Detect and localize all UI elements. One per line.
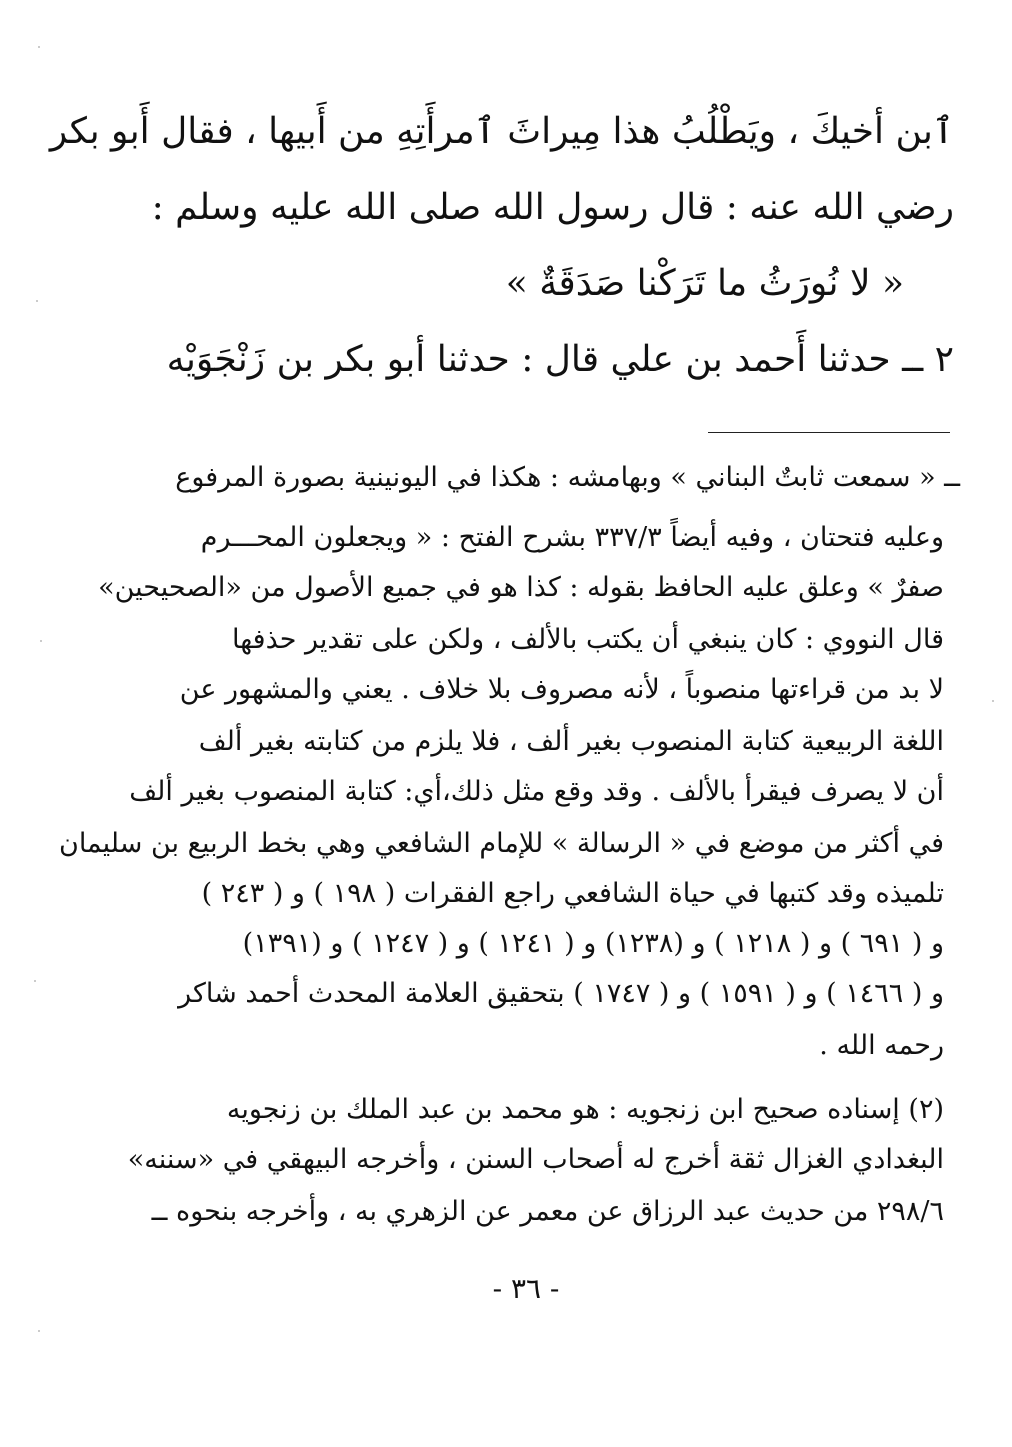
footnote-line: في أكثر من موضع في « الرسالة » للإمام الشافعي وهي بخط الربيع بن سليمان bbox=[59, 828, 944, 859]
scan-speck bbox=[38, 1330, 40, 1332]
footnote-line: البغدادي الغزال ثقة أخرج له أصحاب السنن ، وأخرجه البيهقي في «سننه» bbox=[127, 1144, 944, 1175]
main-text-line: ٱبن أخيكَ ، ويَطْلُبُ هذا مِيراثَ ٱمرأَتِهِ من أَبيها ، فقال أَبو بكر bbox=[49, 111, 954, 152]
scan-speck bbox=[992, 700, 994, 702]
scan-speck bbox=[36, 300, 38, 302]
footnote-separator bbox=[708, 432, 950, 433]
footnote-line: و ( ١٤٦٦ ) و ( ١٥٩١ ) و ( ١٧٤٧ ) بتحقيق العلامة المحدث أحمد شاكر bbox=[178, 978, 944, 1009]
footnote-line: وعليه فتحتان ، وفيه أيضاً ٣٣٧/٣ بشرح الفتح : « ويجعلون المحـــرم bbox=[200, 522, 944, 553]
main-text-line: رضي الله عنه : قال رسول الله صلى الله عليه وسلم : bbox=[151, 187, 954, 228]
footnote-line: أن لا يصرف فيقرأ بالألف . وقد وقع مثل ذلك،أي: كتابة المنصوب بغير ألف bbox=[129, 776, 944, 807]
scan-speck bbox=[34, 980, 36, 982]
main-text-line: ٢ ــ حدثنا أَحمد بن علي قال : حدثنا أبو بكر بن زَنْجَوَيْه bbox=[166, 339, 954, 380]
footnote-line: لا بد من قراءتها منصوباً ، لأنه مصروف بلا خلاف . يعني والمشهور عن bbox=[179, 674, 944, 705]
footnote-line: و ( ٦٩١ ) و ( ١٢١٨ ) و (١٢٣٨) و ( ١٢٤١ ) و ( ١٢٤٧ ) و (١٣٩١) bbox=[242, 928, 944, 959]
footnote-line: صفرٌ » وعلق عليه الحافظ بقوله : كذا هو في جميع الأصول من «الصحيحين» bbox=[98, 572, 944, 603]
scan-speck bbox=[38, 46, 40, 48]
footnote-line: تلميذه وقد كتبها في حياة الشافعي راجع الفقرات ( ١٩٨ ) و ( ٢٤٣ ) bbox=[201, 878, 944, 909]
footnote-line: اللغة الربيعية كتابة المنصوب بغير ألف ، فلا يلزم من كتابته بغير ألف bbox=[198, 726, 944, 757]
footnote-line: (٢) إسناده صحيح ابن زنجويه : هو محمد بن عبد الملك بن زنجويه bbox=[226, 1094, 944, 1125]
main-text-line: « لا نُورَثُ ما تَرَكْنا صَدَقَةٌ » bbox=[505, 263, 904, 304]
footnote-line: رحمه الله . bbox=[819, 1030, 944, 1061]
scan-speck bbox=[40, 640, 42, 642]
page-number: - ٣٦ - bbox=[492, 1272, 560, 1305]
footnote-line: ٢٩٨/٦ من حديث عبد الرزاق عن معمر عن الزهري به ، وأخرجه بنحوه ــ bbox=[151, 1196, 944, 1227]
footnote-line: قال النووي : كان ينبغي أن يكتب بالألف ، ولكن على تقدير حذفها bbox=[231, 624, 944, 655]
footnote-line: ــ « سمعت ثابتٌ البناني » وبهامشه : هكذا في اليونينية بصورة المرفوع bbox=[175, 462, 960, 493]
